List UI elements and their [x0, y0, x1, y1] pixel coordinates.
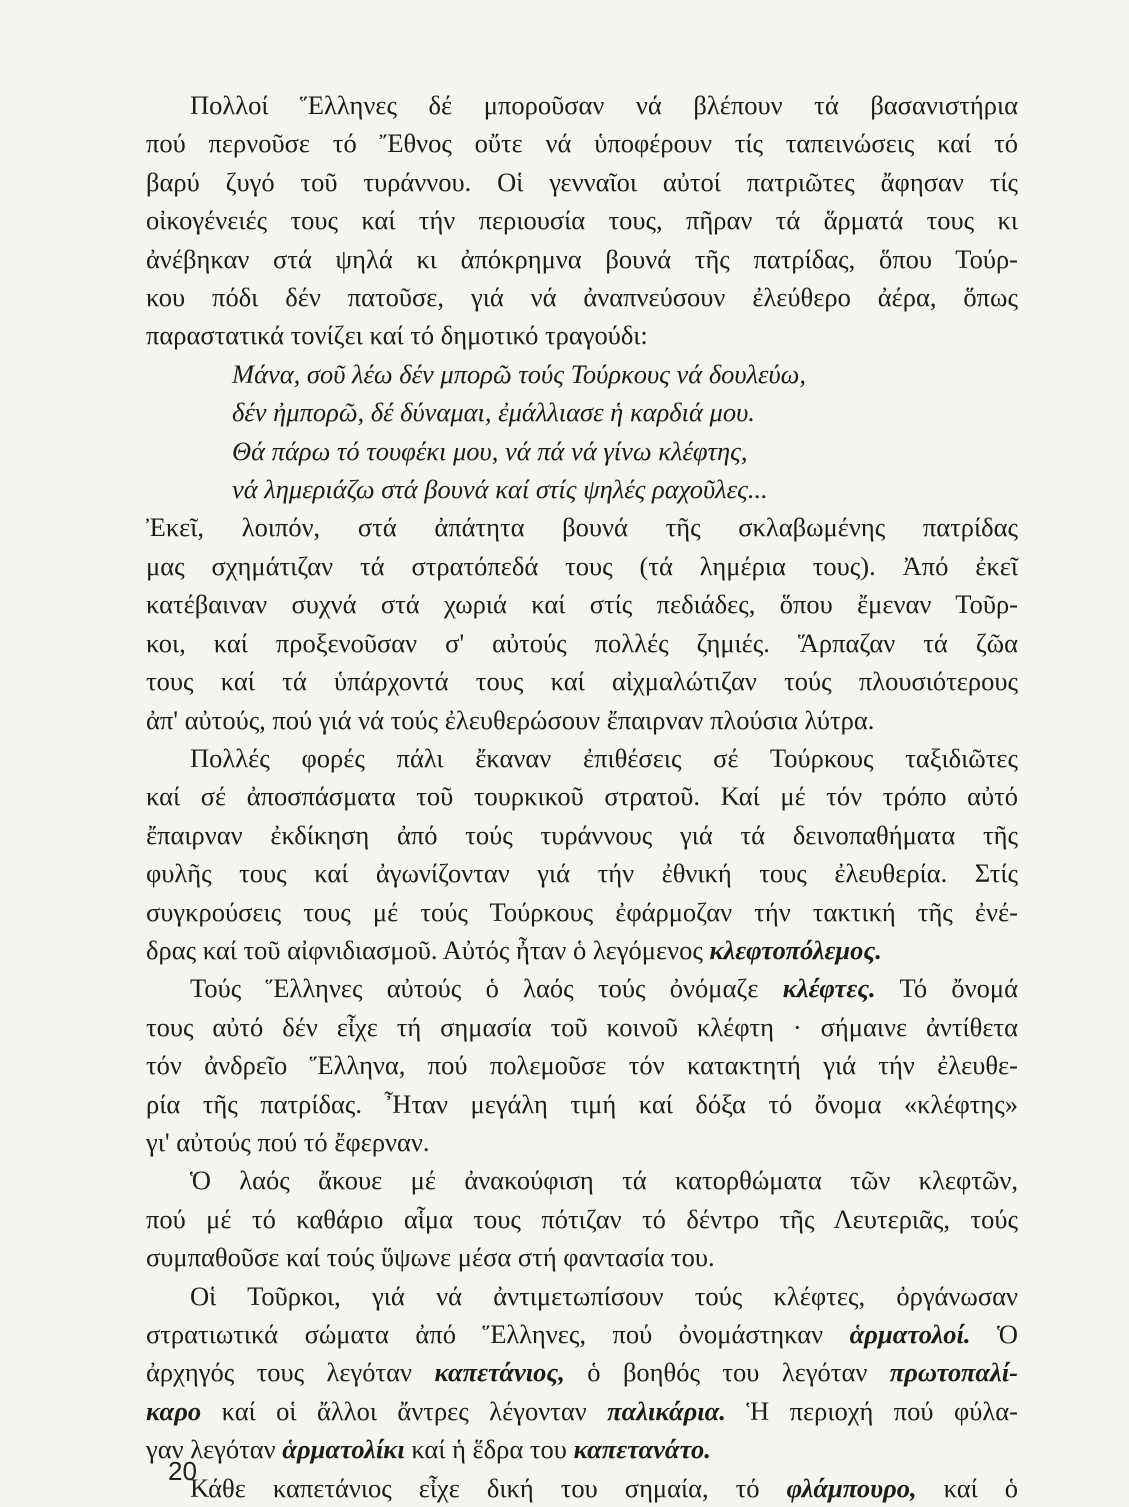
emphasized-term: παλικάρια.: [607, 1395, 726, 1426]
text-line: Ὁ λαός ἄκουε μέ ἀνακούφιση τά κατορθώματα τῶν κλεφτῶν,: [190, 1165, 1018, 1196]
poem-line: δέν ἠμπορῶ, δέ δύναμαι, ἐμάλλιασε ἡ καρδιά μου.: [232, 397, 755, 428]
text-line: [146, 931, 1018, 969]
text-run: καί οἱ ἄλλοι ἄντρες λέγονταν: [201, 1395, 608, 1426]
emphasized-term: κλέφτες.: [782, 973, 876, 1004]
text-line: κατέβαιναν συχνά στά χωριά καί στίς πεδιάδες, ὅπου ἔμεναν Τοῦρ-: [146, 589, 1018, 620]
text-line: κοι, καί προξενοῦσαν σ' αὐτούς πολλές ζημιές. Ἅρπαζαν τά ζῶα: [146, 627, 1018, 658]
poem-line: νά λημεριάζω στά βουνά καί στίς ψηλές ραχοῦλες...: [232, 474, 768, 505]
text-line: ρία τῆς πατρίδας. Ἦταν μεγάλη τιμή καί δόξα τό ὄνομα «κλέφτης»: [146, 1088, 1018, 1119]
text-line: παραστατικά τονίζει καί τό δημοτικό τραγούδι:: [146, 320, 648, 351]
emphasized-term: καπετάνιος,: [434, 1357, 565, 1388]
emphasized-term: ἁρματολοί.: [849, 1319, 971, 1349]
emphasized-term: καρο: [146, 1395, 202, 1426]
text-run: δρας καί τοῦ αἰφνιδιασμοῦ. Αὐτός ἦταν ὁ λεγόμενος: [146, 934, 710, 965]
text-run: καί ἡ ἕδρα του: [404, 1434, 574, 1465]
text-line: [146, 969, 1018, 1007]
text-line: πού περνοῦσε τό Ἔθνος οὔτε νά ὑποφέρουν τίς ταπεινώσεις καί τό: [146, 128, 1018, 159]
text-run: Ὁ: [970, 1319, 1018, 1349]
text-line: καί σέ ἀποσπάσματα τοῦ τουρκικοῦ στρατοῦ. Καί μέ τόν τρόπο αὐτό: [146, 781, 1018, 812]
page-number: 20: [168, 1456, 197, 1486]
emphasized-term: φλάμπουρο,: [786, 1472, 917, 1503]
text-line: κου πόδι δέν πατοῦσε, γιά νά ἀναπνεύσουν ἐλεύθερο ἀέρα, ὅπως: [146, 282, 1018, 313]
text-line: τόν ἀνδρεῖο Ἕλληνα, πού πολεμοῦσε τόν κατακτητή γιά τήν ἐλευθε-: [146, 1050, 1018, 1081]
text-line: τους αὐτό δέν εἶχε τή σημασία τοῦ κοινοῦ κλέφτη · σήμαινε ἀντίθετα: [146, 1011, 1018, 1042]
emphasized-term: κλεφτοπόλεμος.: [709, 934, 882, 965]
text-line: [146, 1469, 1018, 1507]
text-line: βαρύ ζυγό τοῦ τυράννου. Οἱ γενναῖοι αὐτοί πατριῶτες ἄφησαν τίς: [146, 166, 1018, 197]
text-run: γαν λεγόταν: [146, 1434, 283, 1465]
text-line: ἀπ' αὐτούς, πού γιά νά τούς ἐλευθερώσουν ἔπαιρναν πλούσια λύτρα.: [146, 704, 875, 735]
body-text: [146, 86, 1018, 1507]
emphasized-term: ἁρματολίκι: [282, 1434, 405, 1465]
text-line: οἰκογένειές τους καί τήν περιουσία τους, πῆραν τά ἅρματά τους κι: [146, 205, 1018, 236]
text-run: καί ὁ: [916, 1472, 1019, 1503]
text-line: τους καί τά ὑπάρχοντά τους καί αἰχμαλώτιζαν τούς πλουσιότερους: [146, 666, 1018, 697]
text-line: Πολλές φορές πάλι ἔκαναν ἐπιθέσεις σέ Τούρκους ταξιδιῶτες: [190, 742, 1018, 773]
text-line: πού μέ τό καθάριο αἷμα τους πότιζαν τό δέντρο τῆς Λευτεριᾶς, τούς: [146, 1203, 1018, 1234]
text-line: φυλῆς τους καί ἀγωνίζονταν γιά τήν ἐθνική τους ἐλευθερία. Στίς: [146, 858, 1018, 889]
text-run: Τό ὄνομά: [875, 973, 1018, 1004]
text-line: Ἐκεῖ, λοιπόν, στά ἀπάτητα βουνά τῆς σκλαβωμένης πατρίδας: [146, 512, 1018, 543]
text-line: συμπαθοῦσε καί τούς ὕψωνε μέσα στή φαντασία του.: [146, 1242, 715, 1273]
text-line: Πολλοί Ἕλληνες δέ μποροῦσαν νά βλέπουν τά βασανιστήρια: [190, 90, 1018, 120]
text-line: Οἱ Τοῦρκοι, γιά νά ἀντιμετωπίσουν τούς κλέφτες, ὀργάνωσαν: [190, 1280, 1018, 1311]
poem-line: Θά πάρω τό τουφέκι μου, νά πά νά γίνω κλέφτης,: [232, 435, 748, 466]
text-line: ἀνέβηκαν στά ψηλά κι ἀπόκρημνα βουνά τῆς πατρίδας, ὅπου Τούρ-: [146, 243, 1018, 274]
text-run: στρατιωτικά σώματα ἀπό Ἕλληνες, πού ὀνομάστηκαν: [146, 1319, 850, 1349]
text-line: γι' αὐτούς πού τό ἔφερναν.: [146, 1126, 430, 1157]
text-run: ἀρχηγός τους λεγόταν: [146, 1357, 435, 1388]
text-run: Τούς Ἕλληνες αὐτούς ὁ λαός τούς ὀνόμαζε: [190, 973, 783, 1004]
text-run: ὁ βοηθός του λεγόταν: [564, 1357, 890, 1388]
text-line: μας σχημάτιζαν τά στρατόπεδά τους (τά λημέρια τους). Ἀπό ἐκεῖ: [146, 550, 1018, 581]
text-line: ἔπαιρναν ἐκδίκηση ἀπό τούς τυράννους γιά τά δεινοπαθήματα τῆς: [146, 819, 1018, 850]
poem-line: Μάνα, σοῦ λέω δέν μπορῶ τούς Τούρκους νά δουλεύω,: [232, 358, 806, 389]
emphasized-term: καπετανάτο.: [573, 1434, 711, 1465]
text-run: Κάθε καπετάνιος εἶχε δική του σημαία, τό: [190, 1472, 787, 1503]
text-run: Ἡ περιοχή πού φύλα-: [725, 1395, 1018, 1426]
text-line: [146, 1353, 1018, 1391]
text-line: συγκρούσεις τους μέ τούς Τούρκους ἐφάρμοζαν τήν τακτική τῆς ἐνέ-: [146, 896, 1018, 927]
text-line: [146, 1430, 1018, 1468]
emphasized-term: πρωτοπαλί-: [889, 1357, 1018, 1388]
text-line: [146, 1315, 1018, 1353]
text-line: [146, 1392, 1018, 1430]
